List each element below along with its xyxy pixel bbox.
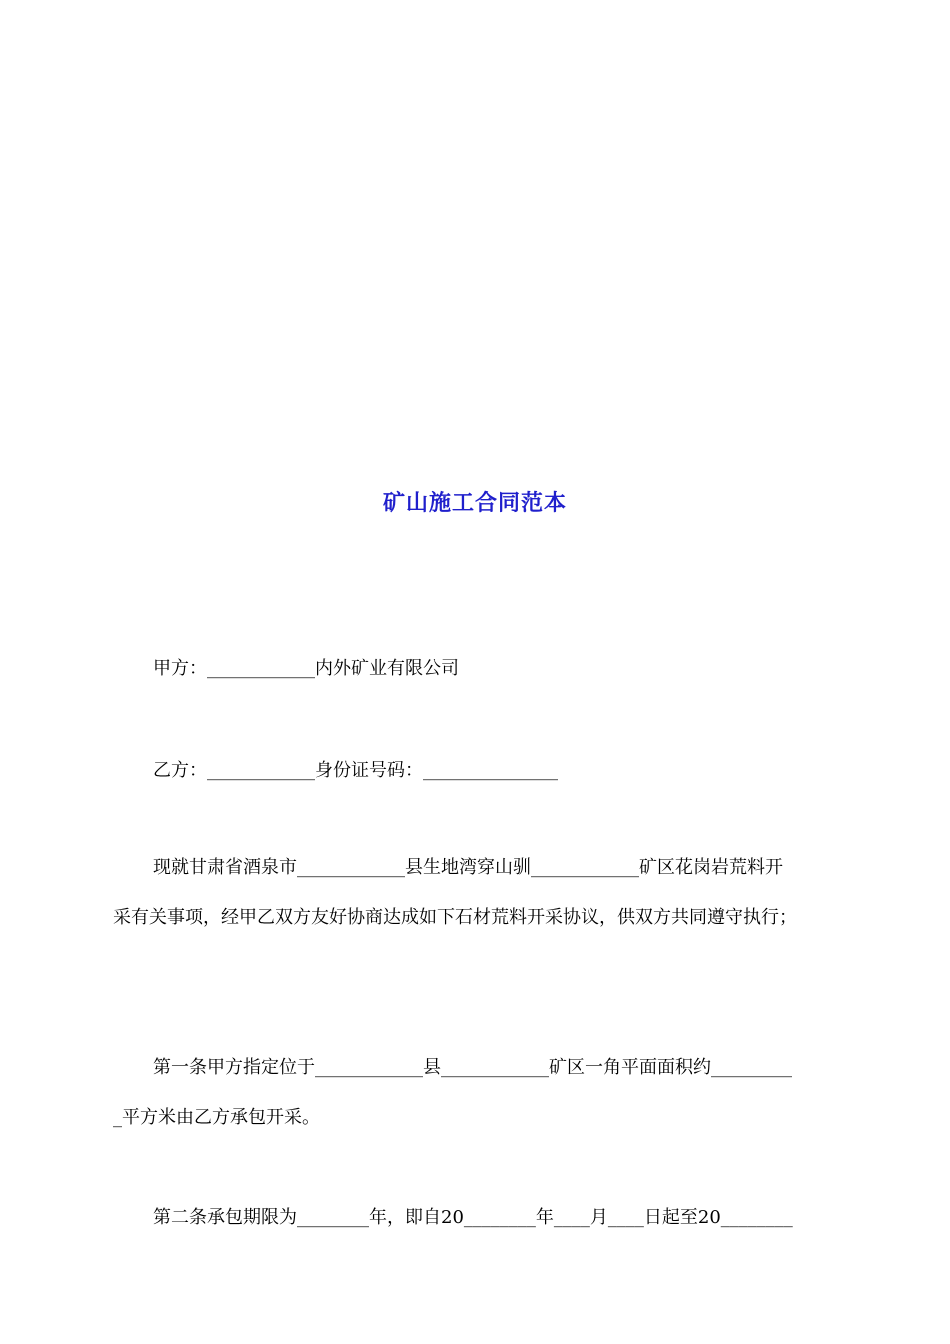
document-title: 矿山施工合同范本 (382, 490, 567, 516)
article-1-line-2: _平方米由乙方承包开采。 (113, 1107, 320, 1128)
party-a-line: 甲方：____________内外矿业有限公司 (153, 658, 459, 679)
intro-line-1: 现就甘肃省酒泉市____________县生地湾穿山驯____________矿区花岗岩荒料开 (153, 857, 783, 878)
article-2-line-1: 第二条承包期限为________年，即自20________年____月____日起至20________ (153, 1207, 793, 1228)
intro-line-2: 采有关事项，经甲乙双方友好协商达成如下石材荒料开采协议，供双方共同遵守执行； (113, 907, 797, 928)
party-b-line: 乙方：____________身份证号码：_______________ (153, 760, 558, 781)
article-1-line-1: 第一条甲方指定位于____________县____________矿区一角平面面积约_________ (153, 1057, 792, 1078)
